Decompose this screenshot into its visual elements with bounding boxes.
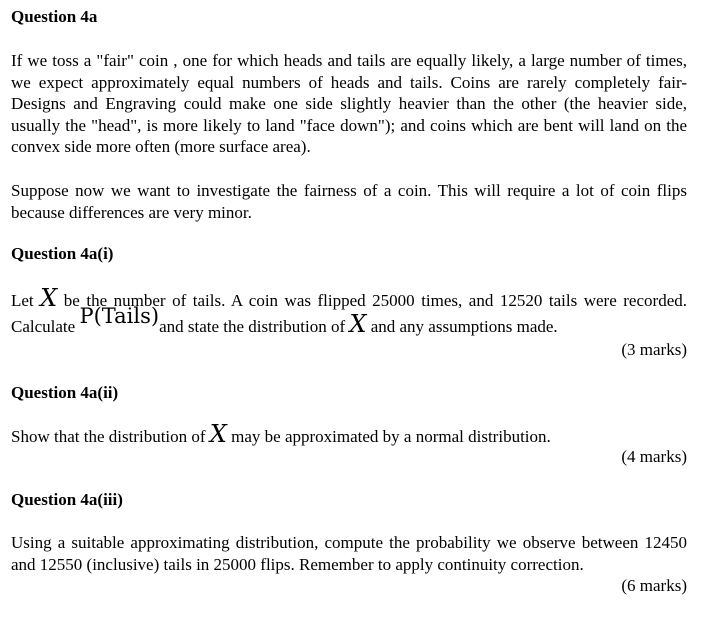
question-4a-ii-text — [11, 422, 687, 448]
question-4a-paragraph-1: If we toss a "fair" coin , one for which heads and tails are equally likely, a large number of times, we expect approximately equal numbers of heads and tails. Coins are rarely completely fair- Designs and Engraving could make one side slightly heavier than the other (the heavier side, usually the "head", is more likely to land "face down"); and coins which are bent will land on the convex side more often (more surface area). — [11, 51, 687, 156]
p-tails-expression: P(Tails) — [79, 303, 160, 328]
question-4a-i-text — [11, 286, 687, 337]
question-4a-i-text-part-1: Let — [11, 291, 41, 310]
question-4a-ii-marks: (4 marks) — [621, 447, 687, 466]
variable-x-second: X — [349, 309, 367, 338]
variable-x-third: X — [209, 420, 227, 448]
question-4a-ii-text-part-2: may be approximated by a normal distribution. — [226, 427, 551, 446]
question-4a-i-text-part-2: be the number of tails. A coin was flipped 25000 times, and 12520 tails were recorded. Calculate — [11, 291, 687, 336]
question-4a-paragraph-2: Suppose now we want to investigate the fairness of a coin. This will require a lot of coin flips because differences are very minor. — [11, 181, 687, 222]
question-4a-ii-text-part-1: Show that the distribution of — [11, 427, 210, 446]
question-4a-i-text-part-3: and state the distribution of — [159, 316, 350, 336]
question-4a-i-heading: Question 4a(i) — [11, 244, 114, 263]
variable-x: X — [40, 284, 58, 312]
question-4a-ii-heading: Question 4a(ii) — [11, 383, 119, 402]
question-4a-heading: Question 4a — [11, 7, 98, 26]
question-4a-iii-marks: (6 marks) — [621, 576, 687, 595]
question-4a-i-marks: (3 marks) — [621, 340, 687, 359]
question-4a-iii-heading: Question 4a(iii) — [11, 490, 123, 509]
question-4a-iii-text: Using a suitable approximating distribution, compute the probability we observe between 12450 and 12550 (inclusive) tails in 25000 flips. Remember to apply continuity correction. — [11, 533, 687, 574]
question-4a-i-text-part-4: and any assumptions made. — [366, 316, 558, 336]
